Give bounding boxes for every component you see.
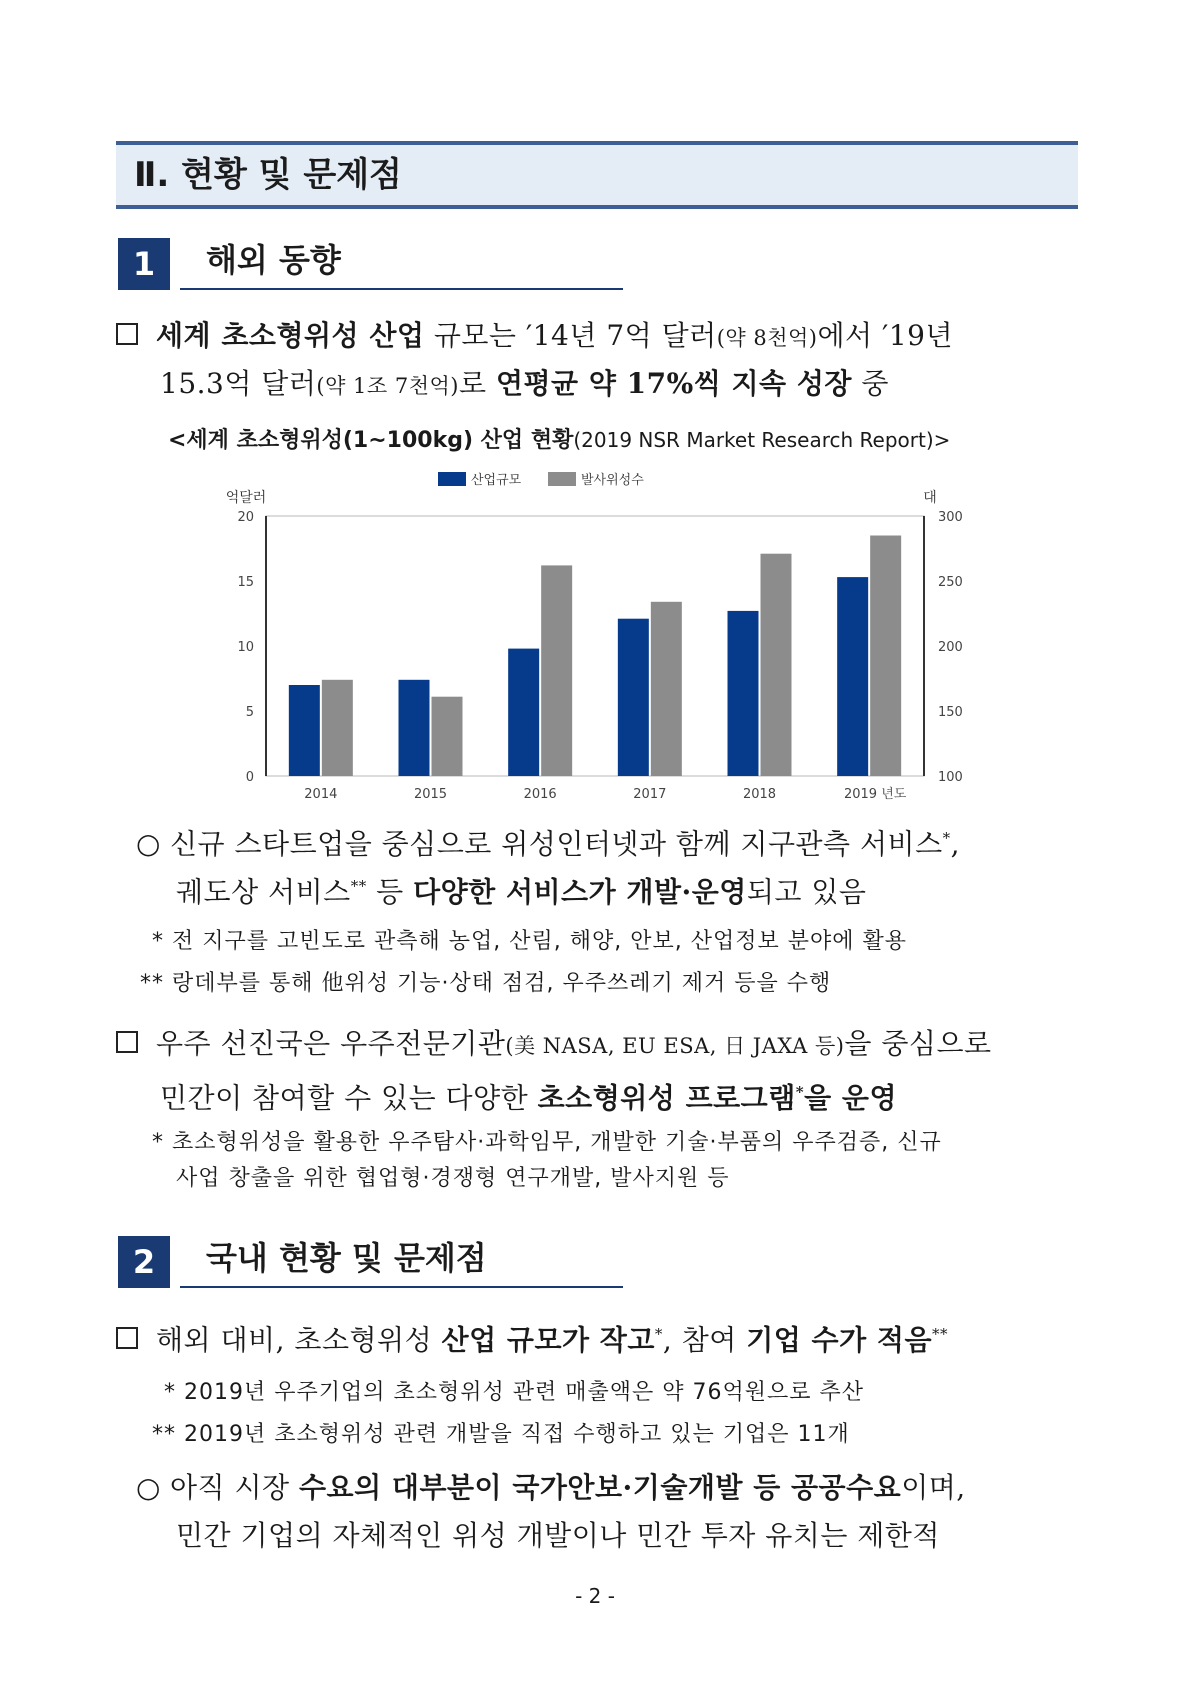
bullet-2-line-2: 민간 기업의 자체적인 위성 개발이나 민간 투자 유치는 제한적 <box>176 1519 940 1552</box>
bullet-1-line-1: ○ 신규 스타트업을 중심으로 위성인터넷과 함께 지구관측 서비스*, <box>136 818 960 864</box>
subsection-number-1: 1 <box>118 238 170 290</box>
x-tick-label: 2017 <box>633 787 667 802</box>
bar-산업규모 <box>837 577 868 776</box>
footnote-4: * 2019년 우주기업의 초소형위성 관련 매출액은 약 76억원으로 추산 <box>164 1380 864 1405</box>
checkbox-bullet <box>116 323 138 345</box>
bar-발사위성수 <box>761 554 792 776</box>
bar-산업규모 <box>399 680 430 776</box>
bar-발사위성수 <box>322 680 353 776</box>
subsection-title-2: 국내 현황 및 문제점 <box>206 1239 487 1277</box>
bar-chart <box>220 466 963 812</box>
checkbox-bullet <box>116 1031 138 1053</box>
y2-tick-label: 100 <box>938 770 963 785</box>
chart-caption: <세계 초소형위성(1~100kg) 산업 현황(2019 NSR Market Research Report)> <box>168 428 951 453</box>
legend-swatch <box>548 472 576 486</box>
bar-산업규모 <box>289 685 320 776</box>
checkbox-bullet <box>116 1327 138 1349</box>
bar-산업규모 <box>508 649 539 776</box>
subsection-underline-1 <box>180 288 623 290</box>
footnote-2: ** 랑데부를 통해 他위성 기능·상태 점검, 우주쓰레기 제거 등을 수행 <box>140 971 832 996</box>
y2-tick-label: 250 <box>938 575 963 590</box>
y-axis-label: 억달러 <box>225 490 267 506</box>
x-tick-label: 2016 <box>523 787 557 802</box>
y2-tick-label: 300 <box>938 510 963 525</box>
bar-발사위성수 <box>541 565 572 776</box>
x-tick-label: 2019 년도 <box>843 787 907 802</box>
y-tick-label: 5 <box>245 705 254 720</box>
footnote-3-line-1: * 초소형위성을 활용한 우주탐사·과학임무, 개발한 기술·부품의 우주검증, 신규 <box>152 1130 942 1155</box>
y2-tick-label: 150 <box>938 705 963 720</box>
circle-bullet: ○ <box>136 827 161 861</box>
paragraph-2-line-1: 우주 선진국은 우주전문기관(美 NASA, EU ESA, 日 JAXA 등)을 중심으로 <box>116 1024 992 1066</box>
circle-bullet: ○ <box>136 1471 161 1504</box>
footnote-3-line-2: 사업 창출을 위한 협업형·경쟁형 연구개발, 발사지원 등 <box>176 1166 730 1191</box>
legend-label: 산업규모 <box>471 473 522 488</box>
x-tick-label: 2015 <box>413 787 448 802</box>
bar-산업규모 <box>728 611 759 776</box>
paragraph-1-line-1: 세계 초소형위성 산업 규모는 ′14년 7억 달러(약 8천억)에서 ′19년 <box>116 316 953 358</box>
bullet-1-line-2: 궤도상 서비스** 등 다양한 서비스가 개발·운영되고 있음 <box>176 875 867 909</box>
x-tick-label: 2018 <box>742 787 777 802</box>
x-tick-label: 2014 <box>304 787 338 802</box>
y-tick-label: 15 <box>237 575 254 590</box>
subsection-title-1: 해외 동향 <box>206 241 341 279</box>
y-tick-label: 0 <box>245 770 254 785</box>
y-tick-label: 20 <box>237 510 254 525</box>
bar-발사위성수 <box>651 602 682 776</box>
bar-산업규모 <box>618 619 649 776</box>
page-number: - 2 - <box>575 1584 615 1608</box>
y2-tick-label: 200 <box>938 640 963 655</box>
y-tick-label: 10 <box>237 640 254 655</box>
section-title: Ⅱ. 현황 및 문제점 <box>134 155 402 195</box>
section-header <box>116 141 1078 209</box>
bar-발사위성수 <box>432 697 463 776</box>
subsection-number-2: 2 <box>118 1236 170 1288</box>
legend-label: 발사위성수 <box>581 473 644 488</box>
y2-axis-label: 대 <box>923 490 937 506</box>
paragraph-3: 해외 대비, 초소형위성 산업 규모가 작고*, 참여 기업 수가 적음** <box>116 1314 948 1360</box>
plot-frame <box>266 516 924 776</box>
footnote-5: ** 2019년 초소형위성 관련 개발을 직접 수행하고 있는 기업은 11개 <box>152 1422 850 1447</box>
paragraph-1-line-2: 15.3억 달러(약 1조 7천억)로 연평균 약 17%씩 지속 성장 중 <box>160 367 889 400</box>
paragraph-2-line-2: 민간이 참여할 수 있는 다양한 초소형위성 프로그램*을 운영 <box>160 1081 898 1115</box>
subsection-underline-2 <box>180 1286 623 1288</box>
bar-발사위성수 <box>870 536 901 777</box>
legend-swatch <box>438 472 466 486</box>
bullet-2-line-1: ○ 아직 시장 수요의 대부분이 국가안보·기술개발 등 공공수요이며, <box>136 1468 966 1508</box>
footnote-1: * 전 지구를 고빈도로 관측해 농업, 산림, 해양, 안보, 산업정보 분야에 활용 <box>152 929 907 954</box>
